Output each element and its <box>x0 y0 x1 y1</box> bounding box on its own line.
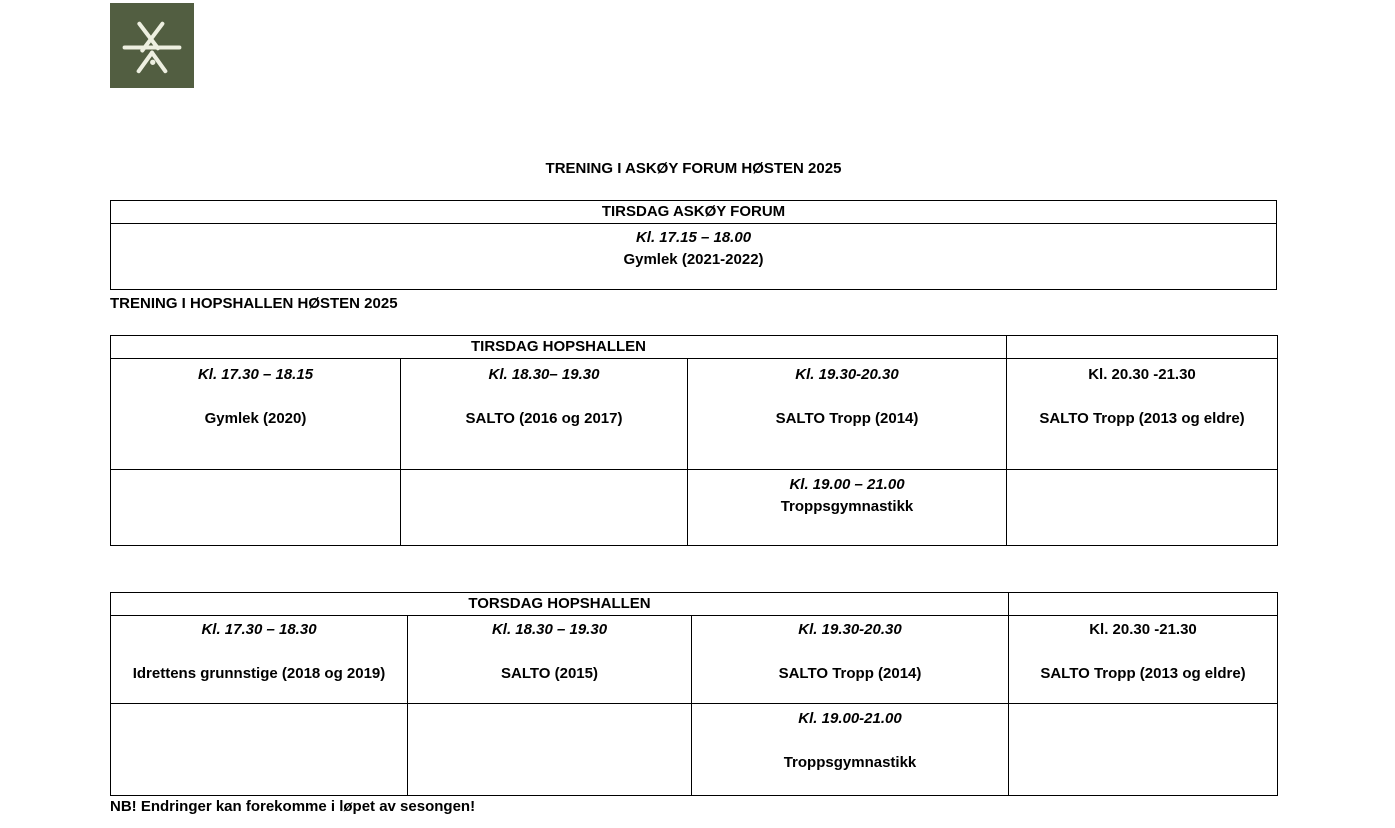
blank-line <box>692 641 1008 663</box>
evening-session-cell <box>688 470 1007 546</box>
session-cell <box>1009 616 1278 704</box>
empty-cell <box>1007 470 1278 546</box>
session-group: Idrettens grunnstige (2018 og 2019) <box>132 665 386 682</box>
blank-line <box>1009 641 1277 663</box>
session-group: SALTO Tropp (2013 og eldre) <box>1040 665 1246 682</box>
session-time: Kl. 18.30– 19.30 <box>488 366 600 383</box>
session-time: Kl. 19.00-21.00 <box>798 710 902 727</box>
session-cell <box>111 616 408 704</box>
session-time: Kl. 17.30 – 18.15 <box>197 366 314 383</box>
session-time: Kl. 20.30 -21.30 <box>1089 621 1197 638</box>
session-group: Gymlek (2020) <box>204 410 307 427</box>
tirsdag-schedule-table <box>110 335 1278 546</box>
evening-session-cell <box>692 704 1009 796</box>
empty-cell <box>401 470 688 546</box>
session-time: Kl. 19.30-20.30 <box>795 366 899 383</box>
blank-line <box>692 730 1008 752</box>
title-hopshallen: TRENING I HOPSHALLEN HØSTEN 2025 <box>110 295 398 312</box>
tirsdag-table-header: TIRSDAG HOPSHALLEN <box>111 336 1007 359</box>
title-forum: TRENING I ASKØY FORUM HØSTEN 2025 <box>545 160 842 177</box>
session-group: SALTO (2015) <box>501 665 598 682</box>
header-empty-cell <box>1007 336 1278 359</box>
empty-cell <box>111 470 401 546</box>
forum-session-cell <box>111 224 1277 290</box>
empty-cell <box>111 704 408 796</box>
gymnastics-club-logo <box>110 3 194 88</box>
session-group: SALTO Tropp (2013 og eldre) <box>1039 410 1245 427</box>
session-cell <box>1007 359 1278 470</box>
session-group: SALTO (2016 og 2017) <box>465 410 623 427</box>
blank-line <box>688 386 1006 408</box>
session-group: SALTO Tropp (2014) <box>778 665 922 682</box>
session-time: Kl. 19.00 – 21.00 <box>789 476 905 493</box>
session-time: Kl. 17.15 – 18.00 <box>635 229 752 246</box>
session-cell <box>688 359 1007 470</box>
session-cell <box>692 616 1009 704</box>
session-cell <box>401 359 688 470</box>
session-group: Gymlek (2021-2022) <box>623 251 764 268</box>
empty-cell <box>408 704 692 796</box>
session-cell <box>408 616 692 704</box>
session-time: Kl. 17.30 – 18.30 <box>201 621 317 638</box>
torsdag-table-header: TORSDAG HOPSHALLEN <box>111 593 1009 616</box>
footer-note: NB! Endringer kan forekomme i løpet av sesongen! <box>110 798 476 815</box>
forum-schedule-table <box>110 200 1277 290</box>
header-empty-cell <box>1009 593 1278 616</box>
session-group: Troppsgymnastikk <box>780 498 914 515</box>
asterisk-star-icon <box>115 9 189 83</box>
blank-line <box>1007 386 1277 408</box>
session-time: Kl. 18.30 – 19.30 <box>491 621 608 638</box>
blank-line <box>408 641 691 663</box>
blank-line <box>111 386 400 408</box>
session-group: SALTO Tropp (2014) <box>775 410 919 427</box>
forum-table-header: TIRSDAG ASKØY FORUM <box>111 201 1277 224</box>
session-time: Kl. 20.30 -21.30 <box>1088 366 1196 383</box>
blank-line <box>401 386 687 408</box>
blank-line <box>111 641 407 663</box>
torsdag-schedule-table <box>110 592 1278 796</box>
session-cell <box>111 359 401 470</box>
session-time: Kl. 19.30-20.30 <box>798 621 902 638</box>
empty-cell <box>1009 704 1278 796</box>
session-group: Troppsgymnastikk <box>783 754 917 771</box>
